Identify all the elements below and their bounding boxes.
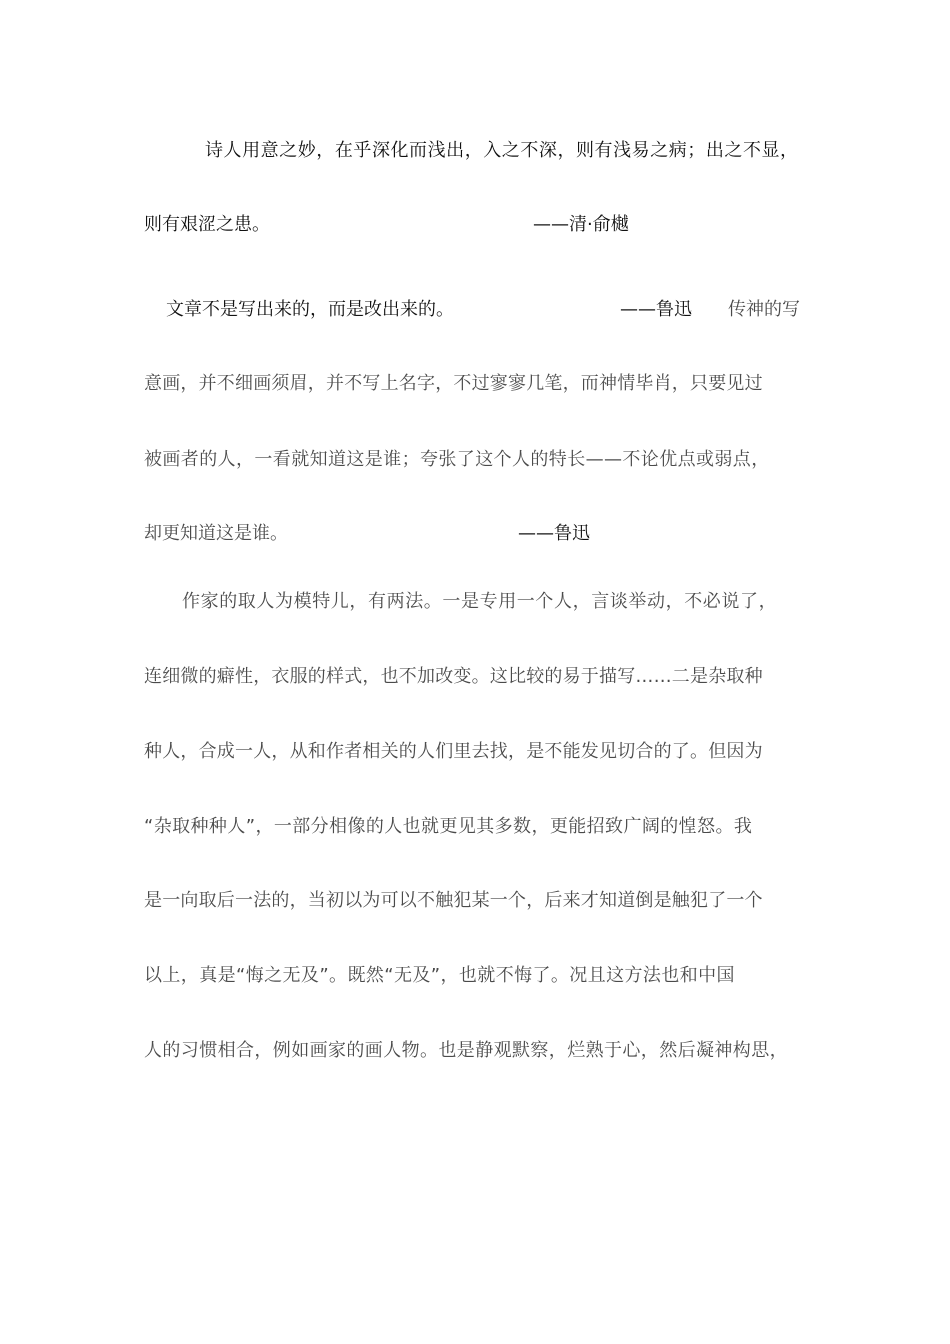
quote1-line2: 则有艰涩之患。 <box>144 214 270 235</box>
quote3-attribution: ——鲁迅 <box>518 523 590 544</box>
quote4-line7: 人的习惯相合，例如画家的画人物。也是静观默察，烂熟于心，然后凝神构思， <box>144 1040 788 1061</box>
quote1-line1: 诗人用意之妙，在乎深化而浅出，入之不深，则有浅易之病；出之不显， <box>205 140 799 161</box>
quote3-line3: 却更知道这是谁。 <box>144 523 288 544</box>
quote3-start: 传神的写 <box>728 299 800 320</box>
quote4-line3: 种人，合成一人，从和作者相关的人们里去找，是不能发见切合的了。但因为 <box>144 741 763 762</box>
quote2-text: 文章不是写出来的，而是改出来的。 <box>166 299 454 320</box>
quote1-attribution: ——清·俞樾 <box>533 214 629 235</box>
quote4-line1: 作家的取人为模特儿，有两法。一是专用一个人，言谈举动，不必说了， <box>182 591 778 612</box>
quote4-line6: 以上，真是“悔之无及”。既然“无及”，也就不悔了。况且这方法也和中国 <box>144 965 735 986</box>
quote3-line1: 意画，并不细画须眉，并不写上名字，不过寥寥几笔，而神情毕肖，只要见过 <box>144 373 763 394</box>
quote4-line4: “杂取种种人”，一部分相像的人也就更见其多数，更能招致广阔的惶怒。我 <box>144 816 753 837</box>
quote2-attribution: ——鲁迅 <box>620 299 692 320</box>
quote4-line5: 是一向取后一法的，当初以为可以不触犯某一个，后来才知道倒是触犯了一个 <box>144 890 763 911</box>
quote3-line2: 被画者的人，一看就知道这是谁；夸张了这个人的特长——不论优点或弱点， <box>144 449 770 470</box>
quote4-line2: 连细微的癖性，衣服的样式，也不加改变。这比较的易于描写……二是杂取种 <box>144 666 763 687</box>
